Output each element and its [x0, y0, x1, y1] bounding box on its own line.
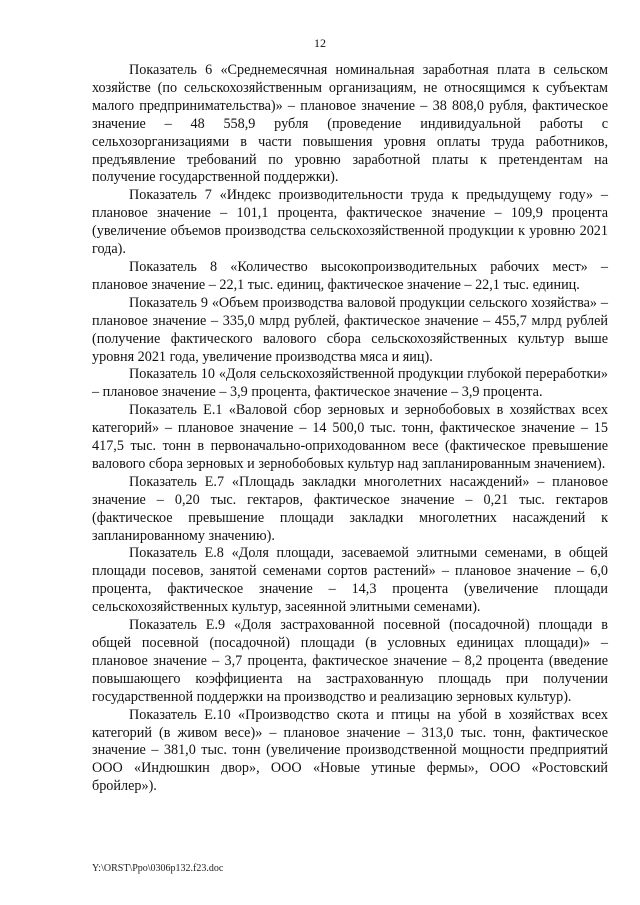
file-path-footer: Y:\ORST\Ppo\0306p132.f23.doc: [92, 863, 224, 874]
paragraph-indicator-10: Показатель 10 «Доля сельскохозяйственной продукции глубокой переработки» – плановое значение – 3,9 процента, фактическое значение – 3,9 процента.: [92, 366, 608, 401]
paragraph-indicator-e1: Показатель Е.1 «Валовой сбор зерновых и зернобобовых в хозяйствах всех категорий» – плановое значение – 14 500,0 тыс. тонн, фактическое значение – 15 417,5 тыс. тонн в первоначально-оприходованном весе (фактическое превышение валового сбора зерновых и зернобобовых культур над запланированным значением).: [92, 402, 608, 472]
document-body: [92, 62, 608, 796]
paragraph-indicator-e10: Показатель Е.10 «Производство скота и птицы на убой в хозяйствах всех категорий (в живом весе)» – плановое значение – 313,0 тыс. тонн, фактическое значение – 381,0 тыс. тонн (увеличение производственной мощности предприятий ООО «Индюшкин двор», ООО «Новые утиные фермы», ООО «Ростовский бройлер»).: [92, 706, 608, 795]
paragraph-indicator-e8: Показатель Е.8 «Доля площади, засеваемой элитными семенами, в общей площади посевов, занятой семенами сортов растений» – плановое значение – 6,0 процента, фактическое значение – 14,3 процента (увеличение площади сельскохозяйственных культур, засеянной элитными семенами).: [92, 545, 608, 616]
page-number: 12: [314, 36, 326, 50]
paragraph-indicator-e7: Показатель Е.7 «Площадь закладки многолетних насаждений» – плановое значение – 0,20 тыс. гектаров, фактическое значение – 0,21 тыс. гектаров (фактическое превышение площади закладки многолетних насаждений к запланированному значению).: [92, 473, 608, 544]
paragraph-indicator-6: Показатель 6 «Среднемесячная номинальная заработная плата в сельском хозяйстве (по сельскохозяйственным организациям, не относящимся к субъектам малого предпринимательства)» – плановое значение – 38 808,0 рубля, фактическое значение – 48 558,9 рубля (проведение индивидуальной работы с сельхозорганизациями в части повышения уровня оплаты труда работников, предъявление требований по уровню заработной платы к претендентам на получение государственной поддержки).: [92, 62, 608, 186]
paragraph-indicator-e9: Показатель Е.9 «Доля застрахованной посевной (посадочной) площади в общей посевной (посадочной) площади (в условных единицах площади)» – плановое значение – 3,7 процента, фактическое значение – 8,2 процента (введение повышающего коэффициента на застрахованную площадь при получении государственной поддержки на производство и реализацию зерновых культур).: [92, 617, 608, 705]
paragraph-indicator-9: Показатель 9 «Объем производства валовой продукции сельского хозяйства» – плановое значение – 335,0 млрд рублей, фактическое значение – 455,7 млрд рублей (получение фактического валового сбора сельскохозяйственных культур выше уровня 2021 года, увеличение производства мяса и яиц).: [92, 294, 608, 365]
paragraph-indicator-8: Показатель 8 «Количество высокопроизводительных рабочих мест» – плановое значение – 22,1 тыс. единиц, фактическое значение – 22,1 тыс. единиц.: [92, 258, 608, 293]
paragraph-indicator-7: Показатель 7 «Индекс производительности труда к предыдущему году» – плановое значение – 101,1 процента, фактическое значение – 109,9 процента (увеличение объемов производства сельскохозяйственной продукции к уровню 2021 года).: [92, 187, 608, 258]
